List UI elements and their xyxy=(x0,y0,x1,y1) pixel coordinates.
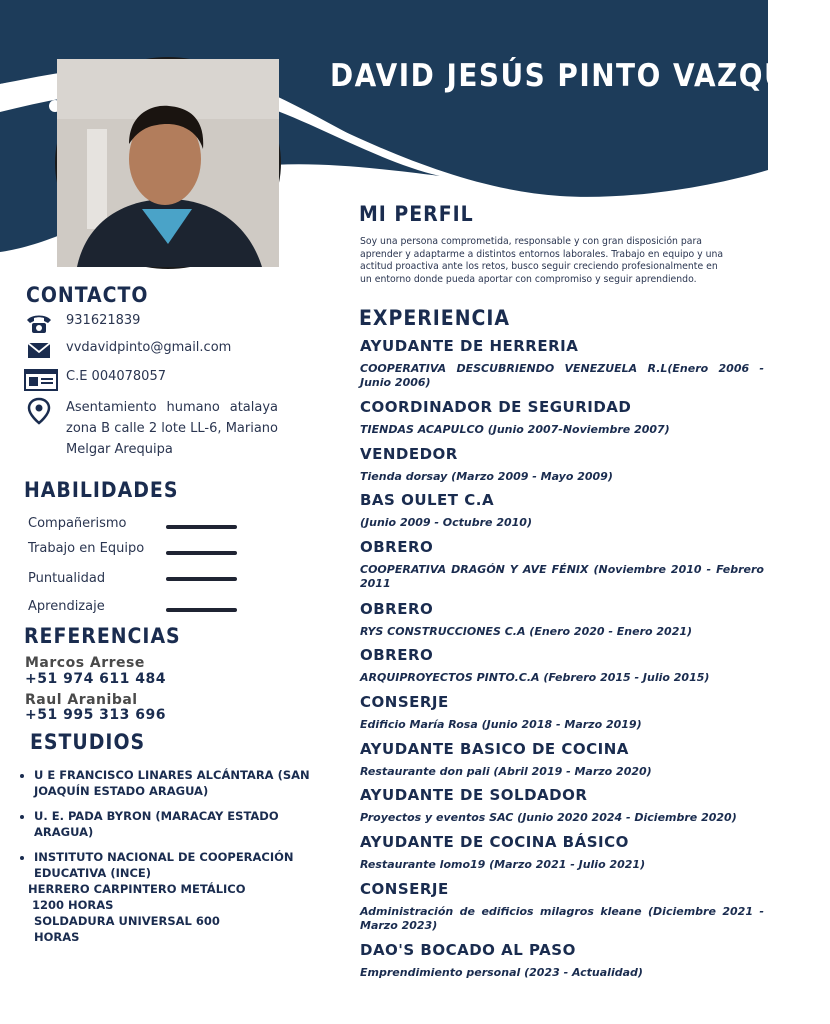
job-detail: (Junio 2009 - Octubre 2010) xyxy=(360,516,532,529)
reference-name: Marcos Arrese xyxy=(25,655,145,671)
study-extra: HORAS xyxy=(34,930,80,944)
job-detail: Proyectos y eventos SAC (Junio 2020 2024 - Diciembre 2020) xyxy=(360,811,737,824)
skill-item: Compañerismo xyxy=(28,516,127,531)
job-title: AYUDANTE DE HERRERIA xyxy=(360,337,579,355)
study-item xyxy=(28,849,334,945)
study-item: • U E FRANCISCO LINARES ALCÁNTARA (SAN JOAQUÍN ESTADO ARAGUA) xyxy=(34,767,334,799)
studies-heading: ESTUDIOS xyxy=(30,730,146,754)
id-document: C.E 004078057 xyxy=(66,369,166,384)
study-extra: HERRERO CARPINTERO METÁLICO xyxy=(28,882,246,896)
job-title: AYUDANTE DE COCINA BÁSICO xyxy=(360,833,629,851)
job-title: COORDINADOR DE SEGURIDAD xyxy=(360,398,632,416)
phone-number[interactable]: 931621839 xyxy=(66,313,141,328)
references-heading: REFERENCIAS xyxy=(24,624,181,648)
job-detail: ARQUIPROYECTOS PINTO.C.A (Febrero 2015 - Julio 2015) xyxy=(360,671,710,684)
job-detail: Restaurante lomo19 (Marzo 2021 - Julio 2021) xyxy=(360,858,646,871)
profile-text: Soy una persona comprometida, responsable y con gran disposición para aprender y adaptarme a distintos entornos laborales. Trabajo en equipo y una actitud proactiva ante los retos, busco seguir creciendo profesionalmente en un entorno donde pueda aportar con compromiso y seguir aprendiendo. xyxy=(360,236,724,285)
reference-phone[interactable]: +51 974 611 484 xyxy=(25,671,167,687)
job-title: BAS OULET C.A xyxy=(360,491,495,509)
skill-bar xyxy=(166,551,237,555)
job-title: VENDEDOR xyxy=(360,445,458,463)
location-pin-icon xyxy=(24,397,56,421)
studies-list xyxy=(18,767,334,954)
skill-item: Puntualidad xyxy=(28,571,106,586)
contact-address xyxy=(24,397,278,460)
job-title: CONSERJE xyxy=(360,880,449,898)
address-text: Asentamiento humano atalaya zona B calle 2 lote LL-6, Mariano Melgar Arequipa xyxy=(66,400,278,457)
job-title: OBRERO xyxy=(360,538,434,556)
job-detail: COOPERATIVA DESCUBRIENDO VENEZUELA R.L(Enero 2006 - Junio 2006) xyxy=(360,362,764,389)
skill-item: Trabajo en Equipo xyxy=(28,541,145,556)
mail-icon xyxy=(24,340,56,364)
job-title: AYUDANTE DE SOLDADOR xyxy=(360,786,588,804)
job-title: CONSERJE xyxy=(360,693,449,711)
reference-name: Raul Aranibal xyxy=(25,692,138,708)
profile-photo xyxy=(55,57,281,269)
job-title: OBRERO xyxy=(360,600,434,618)
study-item: • U. E. PADA BYRON (MARACAY ESTADO ARAGUA) xyxy=(34,808,334,840)
study-extra: SOLDADURA UNIVERSAL 600 xyxy=(34,914,220,928)
job-detail: Restaurante don pali (Abril 2019 - Marzo 2020) xyxy=(360,765,652,778)
job-detail: Edificio María Rosa (Junio 2018 - Marzo 2019) xyxy=(360,718,642,731)
full-name: DAVID JESÚS PINTO VAZQUEZ xyxy=(330,58,830,94)
job-detail: Emprendimiento personal (2023 - Actualidad) xyxy=(360,966,643,979)
reference-phone[interactable]: +51 995 313 696 xyxy=(25,707,167,723)
skill-item: Aprendizaje xyxy=(28,599,105,614)
skill-bar xyxy=(166,577,237,581)
study-extra: 1200 HORAS xyxy=(32,898,114,912)
job-title: AYUDANTE BASICO DE COCINA xyxy=(360,740,629,758)
job-title: DAO'S BOCADO AL PASO xyxy=(360,941,576,959)
skills-heading: HABILIDADES xyxy=(24,478,179,502)
job-detail: RYS CONSTRUCCIONES C.A (Enero 2020 - Enero 2021) xyxy=(360,625,693,638)
job-detail: Tienda dorsay (Marzo 2009 - Mayo 2009) xyxy=(360,470,613,483)
experience-heading: EXPERIENCIA xyxy=(359,306,511,330)
contact-id xyxy=(24,369,166,393)
contact-email xyxy=(24,340,231,364)
profile-heading: MI PERFIL xyxy=(359,202,474,226)
job-detail: Administración de edificios milagros kleane (Diciembre 2021 - Marzo 2023) xyxy=(360,905,764,932)
skill-bar xyxy=(166,525,237,529)
skill-bar xyxy=(166,608,237,612)
email-address[interactable]: vvdavidpinto@gmail.com xyxy=(66,340,232,355)
contact-heading: CONTACTO xyxy=(26,283,149,307)
id-card-icon xyxy=(24,369,56,393)
study-item-text: INSTITUTO NACIONAL DE COOPERACIÓN EDUCATIVA (INCE) xyxy=(34,850,294,880)
contact-phone xyxy=(24,313,140,337)
job-detail: TIENDAS ACAPULCO (Junio 2007-Noviembre 2007) xyxy=(360,423,670,436)
job-title: OBRERO xyxy=(360,646,434,664)
phone-icon xyxy=(24,313,56,337)
job-detail: COOPERATIVA DRAGÓN Y AVE FÉNIX (Noviembre 2010 - Febrero 2011 xyxy=(360,563,764,590)
